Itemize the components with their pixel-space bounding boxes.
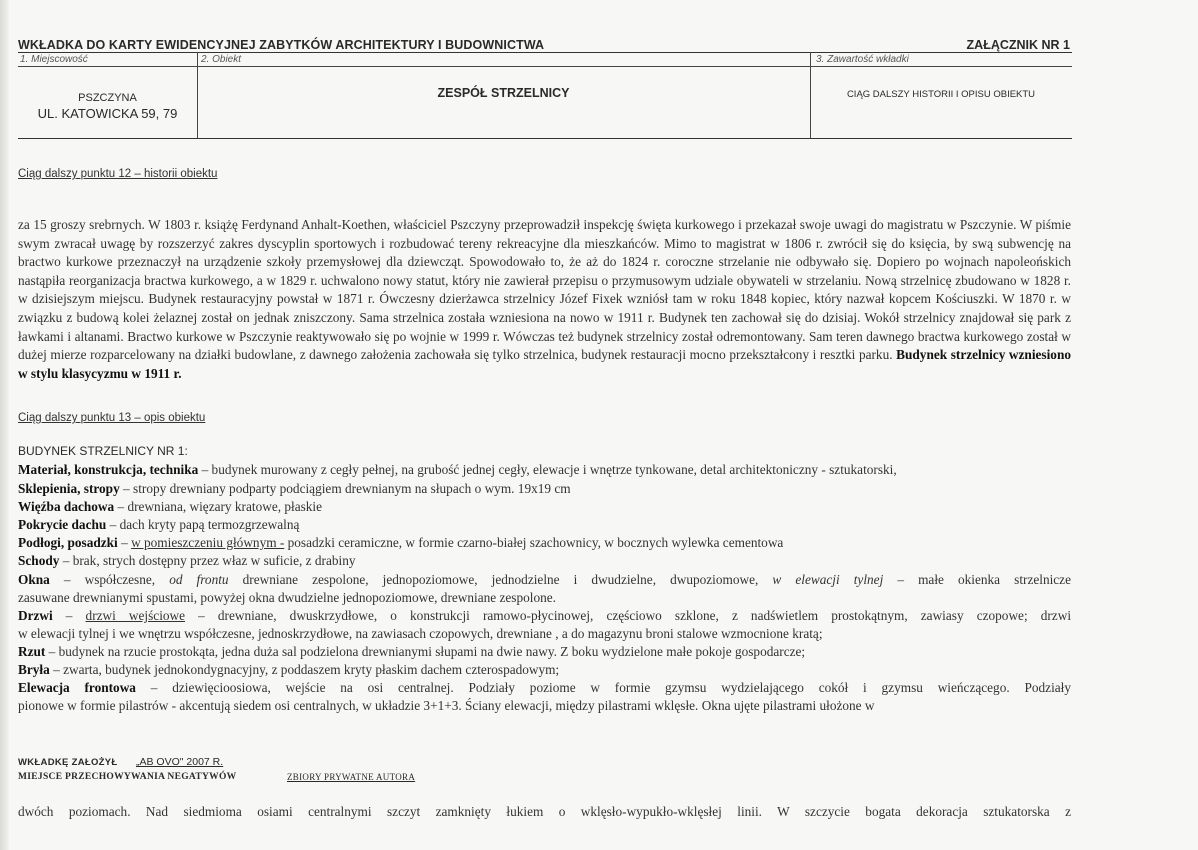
line-doors-2: w elewacji tylnej i we wnętrzu współczesne, jednoskrzydłowe, na zawiasach czopowych, drewniane , a do magazynu broni stalowe wzmocnione kratą; xyxy=(18,626,823,641)
contents-value: CIĄG DALSZY HISTORII I OPISU OBIEKTU xyxy=(846,89,1036,100)
ceilings-text: – stropy drewniany podparty podciągiem drewnianym na słupach o wym. 19x19 cm xyxy=(119,481,571,496)
line-floors xyxy=(18,534,1071,553)
locality-address: UL. KATOWICKA 59, 79 xyxy=(37,106,178,121)
contents-label: 3. Zawartość wkładki xyxy=(816,54,909,65)
floors-text: posadzki ceramiczne, w formie czarno-białej szachownicy, w bocznych wylewka cementowa xyxy=(284,535,784,550)
facade-label: Elewacja frontowa xyxy=(18,680,136,695)
truss-text: – drewniana, więzary kratowe, płaskie xyxy=(114,499,323,514)
windows-label: Okna xyxy=(18,572,50,587)
line-material xyxy=(18,461,1071,480)
floors-label: Podłogi, posadzki xyxy=(18,535,118,550)
doors-entrance: drzwi wejściowe xyxy=(85,608,186,623)
windows-rear: w elewacji tylnej xyxy=(772,572,884,587)
line-plan xyxy=(18,643,1071,662)
windows-text-3: – małe okienka strzelnicze xyxy=(883,572,1071,587)
line-truss xyxy=(18,498,1071,517)
roof-text: – dach kryty papą termozgrzewalną xyxy=(106,517,300,532)
doors-label: Drzwi xyxy=(18,608,53,623)
windows-text-2: drewniane zespolone, jednopoziomowe, jednodzielne i dwudzielne, dwupoziomowe, xyxy=(228,572,773,587)
section-12-heading: Ciąg dalszy punktu 12 – historii obiektu xyxy=(18,168,218,180)
header-rule-top xyxy=(18,52,1072,53)
continuation-line: dwóch poziomach. Nad siedmioma osiami centralnymi szczyt zamknięty łukiem o wklęsło-wypukło-wklęsłej linii. W szczycie bogata dekoracja sztukatorska z xyxy=(18,804,1071,819)
line-mass xyxy=(18,661,1071,680)
negatives-label: MIEJSCE PRZECHOWYWANIA NEGATYWÓW xyxy=(18,772,237,782)
section-13-heading: Ciąg dalszy punktu 13 – opis obiektu xyxy=(18,412,206,424)
line-facade xyxy=(18,679,1071,698)
annex-number: ZAŁĄCZNIK NR 1 xyxy=(966,38,1070,52)
ceilings-label: Sklepienia, stropy xyxy=(18,481,120,496)
object-value: ZESPÓŁ STRZELNICY xyxy=(437,86,570,100)
scan-edge xyxy=(0,0,9,850)
header-rule-bottom xyxy=(18,138,1072,139)
history-text: za 15 groszy srebrnych. W 1803 r. książę Ferdynand Anhalt-Koethen, właściciel Pszczyny przeprowadził inspekcję święta kurkowego i przekazał swoje uwagi do magistratu w Pszczynie. W piśmie swym zwracał uwagę by rozszerzyć zakres dyscyplin sportowych i rozbudować tereny rekreacyjne dla mieszkańców. Mimo to magistrat w 1806 r. zwrócił się do księcia, by swą subwencję na bractwo kurkowe przeznaczył na urządzenie szkoły przemysłowej dla dziewcząt. Spowodowało to, że aż do 1824 r. coroczne strzelanie nie odbywało się. Dopiero po wojnach napoleońskich nastąpiła reorganizacja bractwa kurkowego, a w 1829 r. uchwalono nowy statut, który nie zawierał przepisu o przymusowym udziale obywateli w strzelaniu. Nową strzelnicę zbudowano w 1828 r. w dzisiejszym miejscu. Budynek restauracyjny powstał w 1871 r. Ówczesny dzierżawca strzelnicy Józef Fixek wzniósł tam w roku 1848 kopiec, który nazwał kopcem Kościuszki. W 1870 r. w związku z budową kolei żelaznej został on jednak zniszczony. Sama strzelnica została wzniesiona na nowo w 1911 r. Budynek ten zachował się do dzisiaj. Wokół strzelnicy znajdował się park z ławkami i altanami. Bractwo kurkowe w Pszczynie reaktywowało się po wojnie w 1999 r. Wówczas też budynek strzelnicy został odremontowany. Sam teren dawnego bractwa kurkowego został w dużej mierze rozparcelowany na działki budowlane, z dawnego założenia zachowała się tylko strzelnica, budynek restauracji mocno przekształcony i resztki parku. xyxy=(18,217,1071,363)
negatives-value: ZBIORY PRYWATNE AUTORA xyxy=(287,772,416,782)
history-paragraph xyxy=(18,216,1071,383)
windows-text-1: – współczesne, xyxy=(49,572,170,587)
line-doors xyxy=(18,607,1071,626)
facade-text: – dziewięcioosiowa, wejście na osi centralnej. Podziały poziome w formie gzymsu wydzielającego cokół i gzymsu wieńczącego. Podziały xyxy=(135,680,1072,695)
stairs-text: – brak, strych dostępny przez właz w suficie, z drabiny xyxy=(59,553,356,568)
floors-dash: – xyxy=(117,535,132,550)
line-roof xyxy=(18,516,1071,535)
floors-main-room: w pomieszczeniu głównym - xyxy=(131,535,285,550)
line-stairs xyxy=(18,552,1071,571)
stairs-label: Schody xyxy=(18,553,60,568)
line-ceilings xyxy=(18,480,1071,499)
roof-label: Pokrycie dachu xyxy=(18,517,107,532)
mass-label: Bryła xyxy=(18,662,50,677)
form-title: WKŁADKA DO KARTY EWIDENCYJNEJ ZABYTKÓW ARCHITEKTURY I BUDOWNICTWA xyxy=(18,38,545,52)
building-heading: BUDYNEK STRZELNICY NR 1: xyxy=(18,444,188,458)
mass-text: – zwarta, budynek jednokondygnacyjny, z poddaszem kryty płaskim dachem czterospadowym; xyxy=(49,662,560,677)
doors-text: – drewniane, dwuskrzydłowe, o konstrukcji ramowo-płycinowej, częściowo szklone, z nadświetlem prostokątnym, zawiasy czopowe; drzwi xyxy=(185,608,1072,623)
line-windows xyxy=(18,571,1071,590)
line-facade-2: pionowe w formie pilastrów - akcentują siedem osi centralnych, w układzie 3+1+3. Ściany elewacji, między pilastrami wklęsłe. Okna ujęte pilastrami ułożone w xyxy=(18,698,875,713)
truss-label: Więźba dachowa xyxy=(18,499,115,514)
doors-dash: – xyxy=(52,608,86,623)
header-rule-mid xyxy=(18,66,1072,67)
plan-label: Rzut xyxy=(18,644,46,659)
locality-town: PSZCZYNA xyxy=(78,92,137,104)
line-windows-2: zasuwane drewnianymi spustami, powyżej okna dwudzielne jednopoziomowe, drewniane zespolone. xyxy=(18,590,556,605)
material-text: – budynek murowany z cegły pełnej, na grubość jednej cegły, elewacje i wnętrze tynkowane, detal architektoniczny - sztukatorski, xyxy=(198,462,897,477)
author-label: WKŁADKĘ ZAŁOŻYŁ xyxy=(18,757,118,768)
windows-front: od frontu xyxy=(169,572,229,587)
plan-text: – budynek na rzucie prostokąta, jedna duża sal podzielona drewnianymi słupami na dwie nawy. Z boku wydzielone małe pokoje gospodarcze; xyxy=(45,644,806,659)
author-value: „AB OVO" 2007 R. xyxy=(136,756,224,768)
history-bold-statement: Budynek strzelnicy wzniesiono w stylu klasycyzmu w 1911 r. xyxy=(18,347,1071,381)
object-label: 2. Obiekt xyxy=(201,54,242,65)
locality-label: 1. Miejscowość xyxy=(20,54,88,65)
material-label: Materiał, konstrukcja, technika xyxy=(18,462,199,477)
